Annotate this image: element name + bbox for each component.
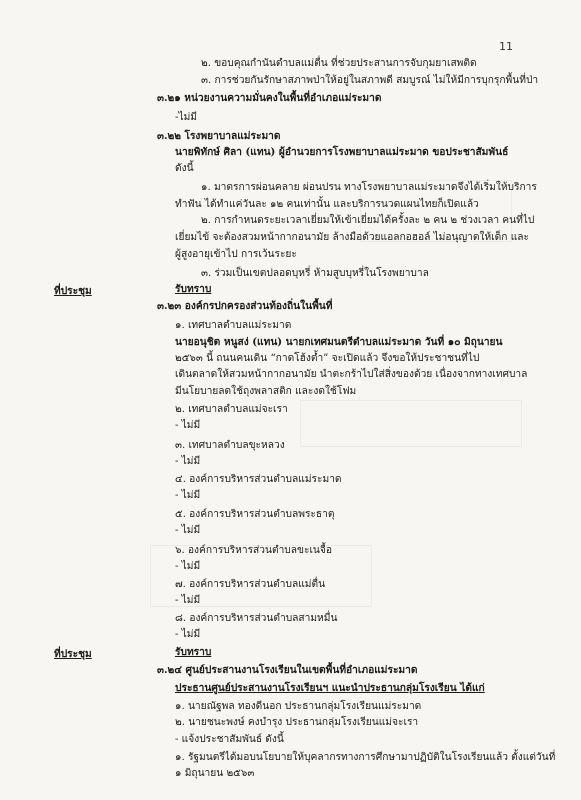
text-line: เดินตลาดให้สวมหน้ากากอนามัย นำตะกร้าไปใส่สิ่งของด้วย เนื่องจากทางเทศบาล [175, 369, 528, 380]
text-line: ๔. องค์การบริหารส่วนตำบลแม่ระมาด [175, 474, 342, 485]
text-line: - ไม่มี [175, 490, 201, 501]
speaker-line: นายพิทักษ์ ศิลา (แทน) ผู้อำนวยการโรงพยาบาลแม่ระมาด ขอประชาสัมพันธ์ [175, 146, 509, 158]
text-line: ๑. มาตรการผ่อนคลาย ผ่อนปรน ทางโรงพยาบาลแม่ระมาดจึงได้เริ่มให้บริการ [201, 182, 537, 193]
text-line: - ไม่มี [175, 525, 201, 536]
text-line: ๘. องค์การบริหารส่วนตำบลสามหมื่น [175, 613, 338, 624]
page-number: 11 [499, 40, 513, 53]
text-line: ๒. ขอบคุณกำนันตำบลแม่ตื่น ที่ช่วยประสานการจับกุมยาเสพติด [201, 58, 477, 69]
side-label-meeting: ที่ประชุม [54, 285, 92, 297]
text-line: ๑ มิถุนายน ๒๕๖๓ [175, 768, 255, 779]
text-line: ๓. เทศบาลตำบลขุะหลวง [175, 440, 285, 451]
speaker-line: นายอนุชิต หนูสง่ (แทน) นายกเทศมนตรีตำบลแม่ระมาด วันที่ ๑๐ มิถุนายน [175, 336, 503, 348]
text-line: - ไม่มี [175, 420, 201, 431]
text-line: ๒๕๖๓ นี้ ถนนคนเดิน “กาดโฮ้งต้ำ” จะเปิดแล้ว จึงขอให้ประชาชนที่ไป [175, 353, 480, 364]
text-line: - ไม่มี [175, 595, 201, 606]
text-line: ๒. นายชนะพงษ์ คงบำรุง ประธานกลุ่มโรงเรียนแม่จะเรา [175, 717, 419, 728]
text-line: ดังนี้ [175, 163, 194, 174]
text-line: ๓. ร่วมเป็นเขตปลอดบุหรี่ ห้ามสูบบุหรี่ในโรงพยาบาล [201, 268, 429, 279]
text-line: ๖. องค์การบริหารส่วนตำบลขะเนจื้อ [175, 545, 332, 556]
text-line: - ไม่มี [175, 561, 201, 572]
text-line: ๑. นายณัฐพล ทองดีนอก ประธานกลุ่มโรงเรียนแม่ระมาด [175, 701, 422, 712]
text-line: ๓. การช่วยกันรักษาสภาพป่าให้อยู่ในสภาพดี สมบูรณ์ ไม่ให้มีการบุกรุกพื้นที่ป่า [201, 75, 539, 86]
section-heading: ๓.๒๓ องค์กรปกครองส่วนท้องถิ่นในพื้นที่ [157, 300, 333, 312]
text-line: ๕. องค์การบริหารส่วนตำบลพระธาตุ [175, 509, 335, 520]
resolution-acknowledged: รับทราบ [175, 646, 212, 658]
text-line: เยี่ยมไข้ จะต้องสวมหน้ากากอนามัย ล้างมือด้วยแอลกอฮอล์ ไม่อนุญาตให้เด็ก และ [175, 232, 529, 243]
text-line: ๗. องค์การบริหารส่วนตำบลแม่ตื่น [175, 579, 326, 590]
text-line: ผู้สูงอายุเข้าไป การเว้นระยะ [175, 249, 297, 260]
text-line: ทำฟัน ได้ทำแค่วันละ ๑๒ คนเท่านั้น และบริการนวดแผนไทยก็เปิดแล้ว [175, 199, 479, 210]
text-line: ๒. เทศบาลตำบลแม่จะเรา [175, 404, 288, 415]
section-heading: ๓.๒๒ โรงพยาบาลแม่ระมาด [157, 130, 281, 142]
text-line: - ไม่มี [175, 456, 201, 467]
text-line: -ไม่มี [175, 112, 197, 123]
text-line: - แจ้งประชาสัมพันธ์ ดังนี้ [175, 734, 284, 745]
text-line: - ไม่มี [175, 629, 201, 640]
text-line: มีนโยบายลดใช้ถุงพลาสติก และงดใช้โฟม [175, 386, 357, 397]
text-line: ๑. เทศบาลตำบลแม่ระมาด [175, 320, 292, 331]
bleed-through-box [300, 400, 522, 447]
section-heading: ๓.๒๑ หน่วยงานความมั่นคงในพื้นที่อำเภอแม่ระมาด [157, 92, 382, 104]
text-line: ๑. รัฐมนตรีได้มอบนโยบายให้บุคลากรทางการศึกษามาปฏิบัติในโรงเรียนแล้ว ตั้งแต่วันที่ [175, 752, 556, 763]
section-heading: ๓.๒๔ ศูนย์ประสานงานโรงเรียนในเขตพื้นที่อำเภอแม่ระมาด [157, 664, 418, 676]
resolution-acknowledged: รับทราบ [175, 283, 212, 295]
side-label-meeting: ที่ประชุม [54, 648, 92, 660]
speaker-line: ประธานศูนย์ประสานงานโรงเรียนฯ แนะนำประธานกลุ่มโรงเรียน ได้แก่ [175, 682, 485, 694]
text-line: ๒. การกำหนดระยะเวลาเยี่ยมให้เข้าเยี่ยมได้ครั้งละ ๒ คน ๒ ช่วงเวลา คนที่ไป [201, 215, 535, 226]
